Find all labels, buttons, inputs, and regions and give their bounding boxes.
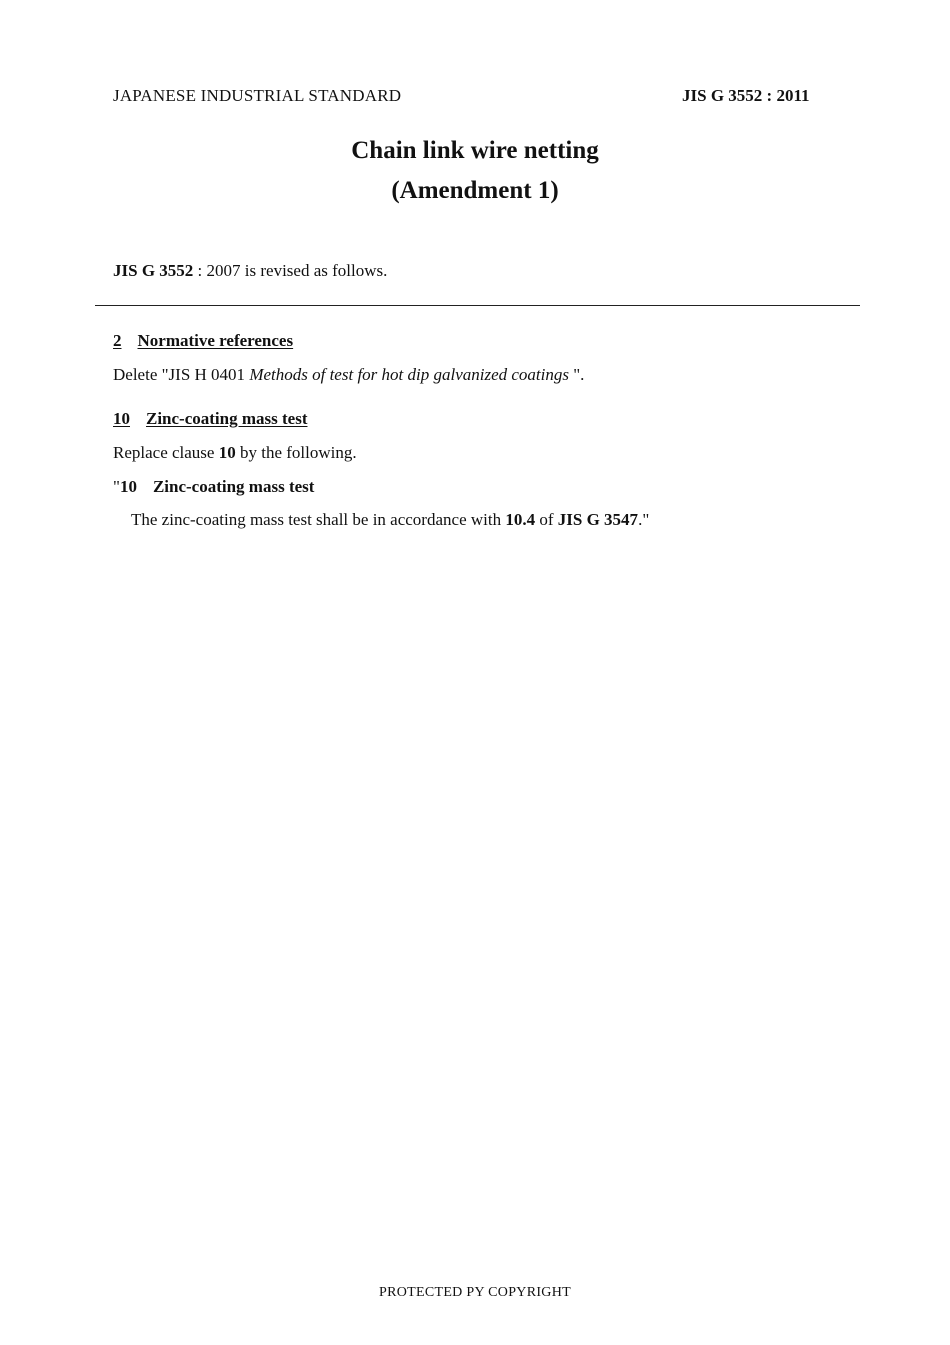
section-number: 2 (113, 331, 122, 350)
body-standard-ref: JIS G 3547 (557, 510, 639, 529)
delete-suffix: ". (568, 365, 585, 384)
delete-prefix: Delete "JIS H 0401 (113, 365, 250, 384)
intro-line (113, 261, 387, 281)
section-number: 10 (113, 409, 130, 428)
section-title: Zinc-coating mass test (146, 409, 308, 428)
replace-prefix: Replace clause (113, 443, 219, 462)
document-subtitle: (Amendment 1) (391, 177, 559, 204)
header-right: JIS G 3552 : 2011 (682, 86, 810, 105)
delete-instruction (113, 365, 584, 385)
body-prefix: The zinc-coating mass test shall be in accordance with (131, 510, 506, 529)
delete-referenced-title: Methods of test for hot dip galvanized coatings (249, 365, 569, 384)
horizontal-rule (95, 305, 860, 306)
replace-instruction (113, 443, 357, 463)
body-clause-ref: 10.4 (505, 510, 536, 529)
quoted-clause-number: 10 (119, 477, 137, 496)
document-title: Chain link wire netting (351, 137, 599, 164)
quoted-clause-body (131, 510, 649, 530)
replace-clause-number: 10 (218, 443, 236, 462)
quoted-clause-heading (113, 477, 314, 497)
quoted-clause-title: Zinc-coating mass test (152, 477, 315, 496)
section-title: Normative references (137, 331, 294, 350)
section-heading-zinc-coating (113, 409, 307, 429)
section-heading-normative-references (113, 331, 293, 351)
intro-standard: JIS G 3552 (113, 261, 194, 280)
header-left: JAPANESE INDUSTRIAL STANDARD (113, 86, 402, 105)
body-suffix: ." (638, 510, 650, 529)
open-quote: " (113, 477, 120, 496)
intro-text: : 2007 is revised as follows. (193, 261, 388, 280)
body-mid: of (535, 510, 558, 529)
replace-suffix: by the following. (235, 443, 357, 462)
footer-copyright: PROTECTED PY COPYRIGHT (379, 1285, 571, 1300)
